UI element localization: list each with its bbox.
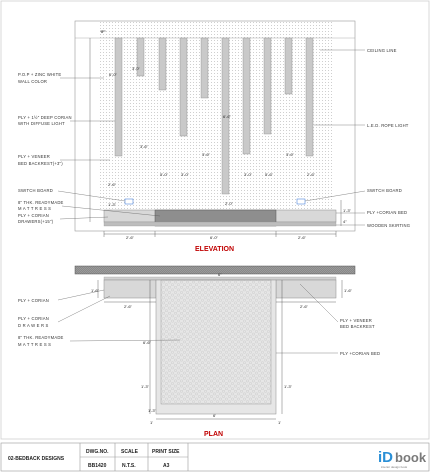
plan-label-ply-corian: PLY + CORIAN [18, 298, 49, 303]
logo-id: iD [378, 449, 393, 466]
strip-dim-2: 3'-0" [132, 66, 140, 71]
label-switch-left: SWITCH BOARD [18, 188, 53, 193]
dwg-no-value: BB1420 [88, 463, 107, 469]
scale-value: N.T.S. [122, 463, 136, 469]
strip [180, 38, 187, 136]
label-ceiling: CEILING LINE [367, 48, 397, 53]
backrest-plan [104, 277, 336, 280]
plan-dim-depth-left: 1'-6" [91, 288, 99, 293]
plan-label-bed: PLY +CORIAN BED [340, 351, 381, 356]
strip [201, 38, 208, 98]
label-skirting: WOODEN SKIRTING [367, 223, 411, 228]
strip [285, 38, 292, 94]
plan-dim-side-r: 1' [278, 420, 281, 425]
plan-dim-depth-right: 1'-6" [344, 288, 352, 293]
strip-dim-4: 5'-0" [160, 172, 168, 177]
label-mattress: 8" THK. READYMADE [18, 200, 64, 205]
strip-dim-8: 5'-6" [265, 172, 273, 177]
plan-title: PLAN [204, 431, 224, 438]
label-drawers: PLY + CORIAN [18, 213, 49, 218]
strip [306, 38, 313, 156]
plan-dim-drawer-left: 2'-6" [124, 304, 132, 309]
print-size-value: A3 [163, 463, 170, 469]
strip-dim-1: 6'-0" [109, 72, 117, 77]
wooden-skirting [104, 222, 336, 226]
strip [243, 38, 250, 154]
strip-dim-6: 3'-6" [202, 152, 210, 157]
plan-dim-bed-width: 6' [213, 413, 216, 418]
plan-label-mattress-2: M A T T R E S S [18, 342, 52, 347]
label-ply-corian: PLY + 1½" DEEP CORIAN [18, 115, 72, 120]
elev-dim-bottom-2: 6'-0" [210, 235, 218, 240]
strip-dim-12: 6'-6" [223, 114, 231, 119]
label-pop-paint-2: WALL COLOR [18, 79, 48, 84]
elev-dim-bottom-3: 2'-6" [298, 235, 306, 240]
plan-dim-top: 6" [218, 272, 222, 277]
label-ply-veneer-2: BED BACKREST(+3") [18, 161, 63, 166]
title-block [1, 443, 429, 471]
label-bed: PLY +CORIAN BED [367, 210, 408, 215]
plan-view [18, 266, 380, 438]
plan-dim-edge-r: 1'-3" [284, 384, 292, 389]
label-led: L.E.D. ROPE LIGHT [367, 123, 409, 128]
plan-label-mattress: 8" THK. READYMADE [18, 335, 64, 340]
strip-dim-10: 2'-6" [307, 172, 315, 177]
strip [264, 38, 271, 134]
mattress-plan [161, 280, 271, 404]
strip-dim-3: 3'-6" [140, 144, 148, 149]
plan-dim-side-l: 1' [150, 420, 153, 425]
strip [115, 38, 122, 156]
elev-dim-bottom-1: 2'-6" [126, 235, 134, 240]
strip-dim-5: 3'-0" [181, 172, 189, 177]
logo-tagline: interior design book [381, 465, 408, 469]
elevation-labels-right [367, 48, 410, 228]
plan-labels-left [18, 298, 64, 347]
plan-labels-right [340, 318, 380, 356]
plan-label-drawers-2: D R A W E R S [18, 323, 49, 328]
elev-dim-left-b: 2'-6" [108, 182, 116, 187]
label-switch-right: SWITCH BOARD [367, 188, 402, 193]
elev-dim-left-c: 1'-3" [108, 202, 116, 207]
label-ply-corian-2: WITH DIFFUSE LIGHT [18, 121, 65, 126]
wall-section [75, 266, 355, 274]
drawer-right-plan [276, 280, 336, 298]
scale-label: SCALE [121, 449, 138, 455]
plan-label-backrest: PLY + VENEER [340, 318, 372, 323]
plan-dim-bed-len: 6'-6" [143, 340, 151, 345]
label-pop-paint: P.O.P + ZINC WHITE [18, 72, 62, 77]
drawer-left-plan [104, 280, 156, 298]
strip-dim-7: 3'-0" [244, 172, 252, 177]
label-mattress-2: M A T T R E S S [18, 206, 52, 211]
elevation-title: ELEVATION [195, 246, 235, 253]
plan-dim-drawer-right: 2'-6" [300, 304, 308, 309]
dwg-no-label: DWG.NO. [86, 449, 109, 455]
elev-dim-right-a: 1'-3" [343, 208, 351, 213]
print-size-label: PRINT SIZE [152, 449, 180, 455]
plan-label-backrest-2: BED BACKREST [340, 324, 375, 329]
plan-dim-edge-l: 1'-3" [141, 384, 149, 389]
switch-board-right [297, 199, 305, 204]
elevation-view [18, 21, 410, 253]
elevation-labels-left [18, 72, 72, 224]
backrest-panel [98, 21, 334, 210]
plan-dim-edge-b: 1'-3" [148, 408, 156, 413]
switch-board-left [125, 199, 133, 204]
label-ply-veneer: PLY + VENEER [18, 154, 50, 159]
elev-dim-top: 8" [101, 29, 105, 34]
strip-dim-11: 2'-0" [225, 201, 233, 206]
strip-dim-9: 3'-6" [286, 152, 294, 157]
drawing-name: 02-BEDBACK DESIGNS [8, 456, 65, 462]
logo-book: book [395, 450, 427, 465]
label-drawers-2: DRAWERS(+15") [18, 219, 54, 224]
strip [159, 38, 166, 90]
plan-label-drawers: PLY + CORIAN [18, 316, 49, 321]
elev-dim-right-b: 4" [343, 219, 347, 224]
